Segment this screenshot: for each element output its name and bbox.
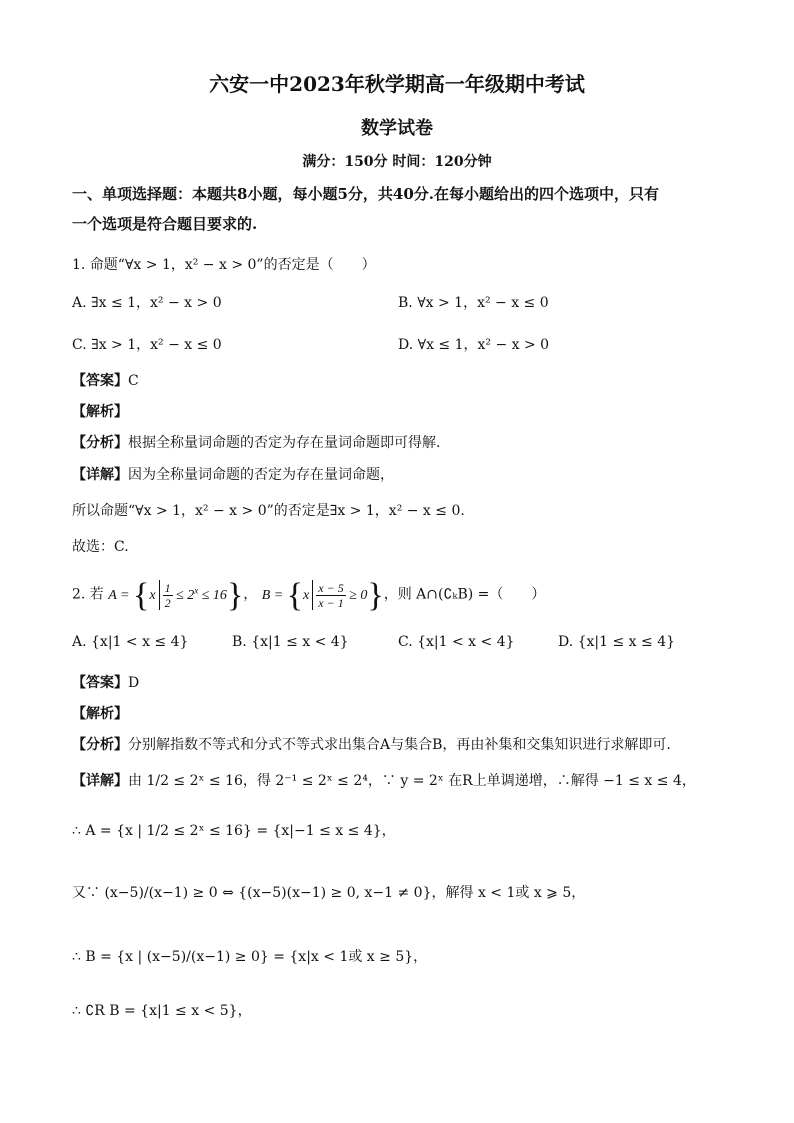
q1-option-b: B. ∀x > 1，x² − x ≤ 0: [398, 295, 549, 311]
q2-stem-tail: ，则 A∩(∁ₖB) =（ ）: [383, 586, 546, 603]
q1-fenxi: [72, 432, 440, 452]
exam-meta: 满分：150分 时间：120分钟: [302, 154, 492, 170]
answer-value: C: [128, 373, 139, 389]
q2-option-b: B. {x|1 ≤ x < 4}: [232, 634, 349, 650]
section-heading-line1: 一、单项选择题：本题共8小题，每小题5分，共40分.在每小题给出的四个选项中，只有: [72, 185, 659, 203]
q1-stem: 1. 命题“∀x > 1，x² − x > 0”的否定是（ ）: [72, 257, 376, 273]
q1-xiangjie: [72, 464, 394, 484]
fenxi-text: 分别解指数不等式和分式不等式求出集合A与集合B，再由补集和交集知识进行求解即可.: [128, 737, 671, 753]
q2-stem: 2. 若 A = {x $\frac{1}{2}$ ≤ $2^x \le 16$}， B = {x $\frac{x - 5}{x - 1}$ ≥ 0}，则 A∩(∁ₖB) =（ ）: [72, 576, 546, 614]
fenxi-tag: 【分析】: [72, 737, 128, 753]
q1-solution-line: 所以命题“∀x > 1，x² − x > 0”的否定是∃x > 1，x² − x ≤ 0.: [72, 503, 465, 519]
q2-set-b: B = {x $\frac{x - 5}{x - 1}$ ≥ 0}: [261, 576, 384, 614]
q2-line-inequality: 又∵ (x−5)/(x−1) ≥ 0 ⇔ {(x−5)(x−1) ≥ 0, x−1 ≠ 0}，解得 x < 1或 x ⩾ 5，: [72, 885, 586, 901]
q1-option-d: D. ∀x ≤ 1，x² − x > 0: [398, 337, 550, 353]
q1-analysis-tag: 【解析】: [72, 404, 128, 420]
q1-answer: [72, 370, 139, 390]
q1-option-c: C. ∃x > 1，x² − x ≤ 0: [72, 337, 222, 353]
xiangjie-text: 由 1/2 ≤ 2ˣ ≤ 16，得 2⁻¹ ≤ 2ˣ ≤ 2⁴，∵ y = 2ˣ 在R上单调递增，∴解得 −1 ≤ x ≤ 4，: [128, 773, 696, 789]
q2-line-a: ∴ A = {x | 1/2 ≤ 2ˣ ≤ 16} = {x|−1 ≤ x ≤ 4}，: [72, 823, 396, 839]
q2-option-d: D. {x|1 ≤ x ≤ 4}: [558, 634, 676, 650]
exam-title: 六安一中2023年秋学期高一年级期中考试: [209, 72, 585, 96]
answer-tag: 【答案】: [72, 675, 128, 691]
q2-answer: [72, 672, 139, 692]
q2-line-complement: ∴ ∁R B = {x|1 ≤ x < 5}，: [72, 1003, 252, 1019]
section-heading-line2: 一个选项是符合题目要求的.: [72, 215, 258, 233]
q2-analysis-tag: 【解析】: [72, 706, 128, 722]
fenxi-text: 根据全称量词命题的否定为存在量词命题即可得解.: [128, 435, 441, 451]
xiangjie-text: 因为全称量词命题的否定为存在量词命题，: [128, 467, 394, 483]
q2-number: 2. 若: [72, 586, 104, 603]
q2-option-a: A. {x|1 < x ≤ 4}: [72, 634, 189, 650]
answer-tag: 【答案】: [72, 373, 128, 389]
answer-value: D: [128, 675, 140, 691]
q2-xiangjie: [72, 770, 696, 790]
q2-fenxi: [72, 734, 671, 754]
fenxi-tag: 【分析】: [72, 435, 128, 451]
q2-set-a: A = {x $\frac{1}{2}$ ≤ $2^x \le 16$}: [108, 576, 244, 614]
q2-line-b: ∴ B = {x | (x−5)/(x−1) ≥ 0} = {x|x < 1或 x ≥ 5}，: [72, 949, 428, 965]
exam-subtitle: 数学试卷: [361, 118, 433, 139]
xiangjie-tag: 【详解】: [72, 773, 128, 789]
q1-conclusion: 故选：C.: [72, 539, 129, 555]
q2-option-c: C. {x|1 < x < 4}: [398, 634, 515, 650]
q1-option-a: A. ∃x ≤ 1，x² − x > 0: [72, 295, 222, 311]
xiangjie-tag: 【详解】: [72, 467, 128, 483]
